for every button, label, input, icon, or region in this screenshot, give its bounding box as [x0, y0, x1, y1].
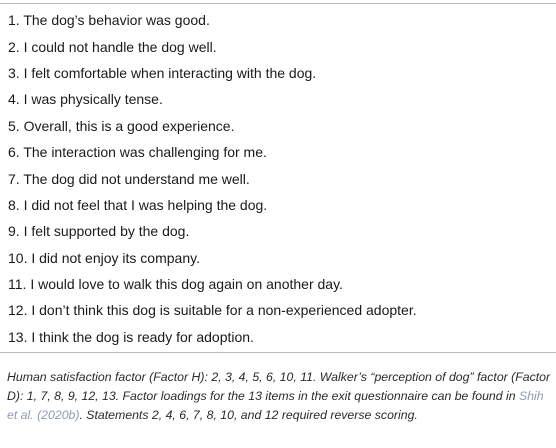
citation-link[interactable]: Shih et al. (2020b) — [7, 389, 544, 422]
list-item: 6. The interaction was challenging for me. — [8, 144, 267, 161]
table-footnote — [7, 368, 553, 425]
questionnaire-table — [0, 3, 556, 353]
footnote-text-end: . Statements 2, 4, 6, 7, 8, 10, and 12 required reverse scoring. — [79, 408, 418, 422]
table-bottom-rule — [0, 352, 556, 353]
list-item: 11. I would love to walk this dog again on another day. — [8, 276, 343, 293]
list-item: 7. The dog did not understand me well. — [8, 170, 250, 187]
footnote-text: Human satisfaction factor (Factor H): 2, 3, 4, 5, 6, 10, 11. Walker’s “perception of dog” factor (Factor D): 1, 7, 8, 9, 12, 13. Factor loadings for the 13 items in the exit questionnaire can be found in — [7, 370, 551, 403]
list-item: 4. I was physically tense. — [8, 91, 163, 108]
list-item: 1. The dog’s behavior was good. — [8, 12, 210, 29]
item-list — [0, 4, 556, 352]
list-item: 5. Overall, this is a good experience. — [8, 117, 235, 134]
list-item: 9. I felt supported by the dog. — [8, 223, 190, 240]
list-item: 8. I did not feel that I was helping the dog. — [8, 196, 268, 213]
list-item: 10. I did not enjoy its company. — [8, 249, 200, 266]
list-item: 12. I don’t think this dog is suitable for a non-experienced adopter. — [8, 302, 417, 319]
list-item: 2. I could not handle the dog well. — [8, 38, 217, 55]
list-item: 3. I felt comfortable when interacting with the dog. — [8, 64, 317, 81]
list-item: 13. I think the dog is ready for adoption. — [8, 328, 254, 345]
